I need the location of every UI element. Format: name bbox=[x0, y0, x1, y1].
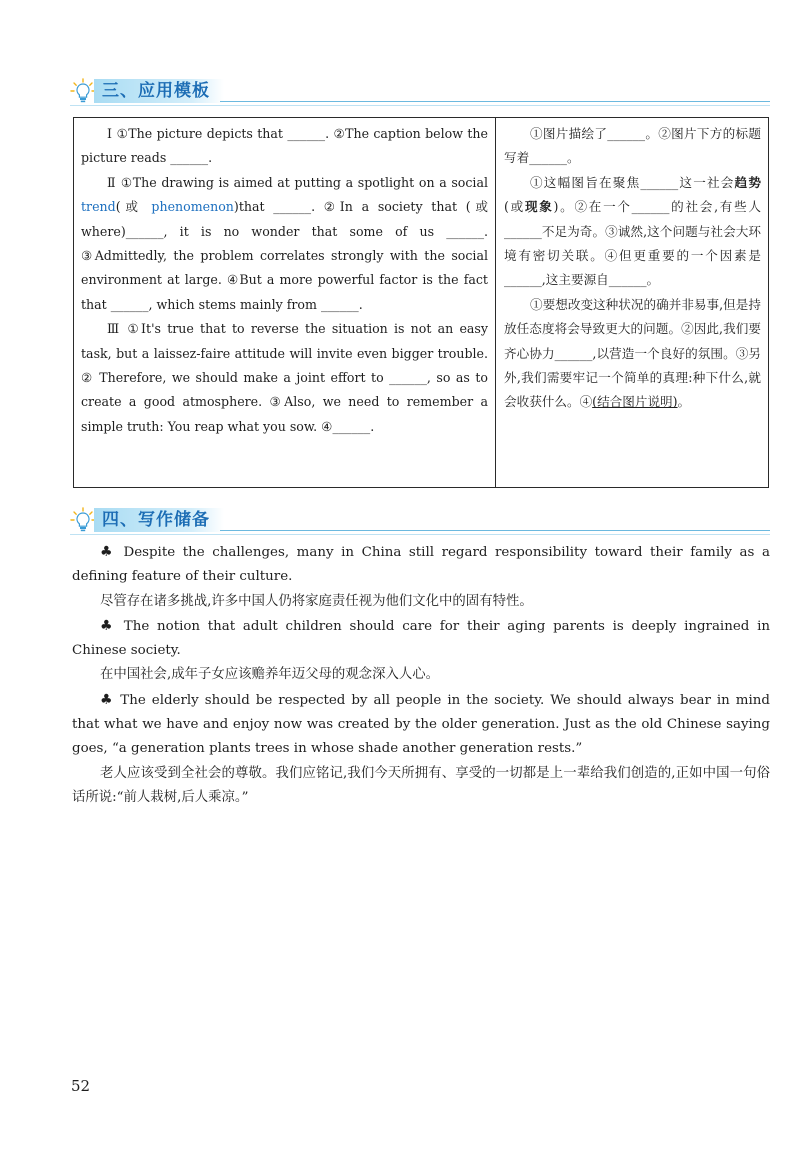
text-span: 。 bbox=[677, 394, 691, 410]
reserve-en-3 bbox=[72, 688, 770, 762]
template-en-part-1: Ⅰ ①The picture depicts that ______. ②The caption below the picture reads ______. bbox=[81, 126, 488, 166]
template-table bbox=[73, 117, 769, 488]
club-icon: ♣ bbox=[100, 544, 116, 560]
text-span: )。②在一个______的社会,有些人______不足为奇。③诚然,这个问题与社会大环境有密切关联。④但更重要的一个因素是______,这主要源自______。 bbox=[504, 199, 762, 288]
lightbulb-icon bbox=[70, 507, 96, 533]
heading-rule-secondary bbox=[70, 105, 770, 106]
text-span: (或 bbox=[504, 199, 525, 215]
text-span: (或 bbox=[115, 199, 152, 215]
reserve-zh-1: 尽管存在诸多挑战,许多中国人仍将家庭责任视为他们文化中的固有特性。 bbox=[100, 593, 533, 609]
heading-rule-secondary bbox=[70, 534, 770, 535]
template-en-part-3: Ⅲ ①It's true that to reverse the situation is not an easy task, but a laissez-faire attitude will invite even bigger trouble. ② Therefore, we should make a joint effort to ______, so as to create a good atmosphere. ③Also, we need to remember a simple truth: You reap what you sow. ④______. bbox=[81, 321, 488, 434]
section-title: 四、写作储备 bbox=[94, 508, 224, 532]
reserve-en-1 bbox=[72, 540, 770, 590]
club-icon: ♣ bbox=[100, 691, 115, 708]
heading-rule bbox=[220, 101, 770, 102]
template-zh-part-3 bbox=[504, 293, 761, 415]
keyword-phenomenon: phenomenon bbox=[151, 199, 234, 215]
reserve-en-text: The elderly should be respected by all people in the society. We should always bear in mind that what we have and enjoy now was created by the older generation. Just as the old Chinese saying goes, “a generation plants trees in whose shade another generation rests.” bbox=[72, 692, 770, 757]
heading-rule bbox=[220, 530, 770, 531]
reserve-zh-3: 老人应该受到全社会的尊敬。我们应铭记,我们今天所拥有、享受的一切都是上一辈给我们创造的,正如中国一句俗话所说:“前人栽树,后人乘凉。” bbox=[72, 765, 770, 805]
keyword-trend: trend bbox=[81, 199, 116, 215]
reserve-en-text: The notion that adult children should care for their aging parents is deeply ingrained in Chinese society. bbox=[72, 618, 770, 659]
reserve-en-text: Despite the challenges, many in China still regard responsibility toward their family as a defining feature of their culture. bbox=[72, 545, 770, 585]
bold-term: 趋势 bbox=[734, 174, 762, 190]
text-span: Ⅱ ①The drawing is aimed at putting a spotlight on a social bbox=[107, 174, 488, 190]
reserve-zh-2: 在中国社会,成年子女应该赡养年迈父母的观念深入人心。 bbox=[100, 667, 440, 683]
text-span: ①这幅图旨在聚焦______这一社会 bbox=[530, 174, 735, 190]
section-heading-reserve bbox=[70, 507, 770, 533]
template-english-column bbox=[74, 118, 496, 487]
template-zh-part-1: ①图片描绘了______。②图片下方的标题写着______。 bbox=[504, 126, 761, 166]
template-chinese-column bbox=[496, 118, 768, 487]
lightbulb-icon bbox=[70, 78, 96, 104]
text-span: ①要想改变这种状况的确并非易事,但是持放任态度将会导致更大的问题。②因此,我们要齐心协力______,以营造一个良好的氛围。③另外,我们需要牢记一个简单的真理:种下什么,就会收获什么。④ bbox=[504, 296, 761, 410]
section-title: 三、应用模板 bbox=[94, 79, 224, 103]
underlined-note: (结合图片说明) bbox=[592, 394, 678, 410]
page-number: 52 bbox=[71, 1077, 91, 1095]
club-icon: ♣ bbox=[100, 617, 117, 634]
bold-term: 现象 bbox=[524, 199, 554, 215]
text-span: )that ______. ②In a society that (或 where)______, it is no wonder that some of us ______. ③Admittedly, the problem correlates strongly with the social environment at large. ④But a more powerful factor is the fact that ______, which stems mainly from ______. bbox=[81, 199, 488, 312]
reserve-en-2 bbox=[72, 614, 770, 664]
section-heading-templates bbox=[70, 78, 770, 104]
template-zh-part-2 bbox=[504, 171, 761, 293]
writing-reserve bbox=[72, 540, 770, 810]
template-en-part-2 bbox=[81, 171, 488, 317]
